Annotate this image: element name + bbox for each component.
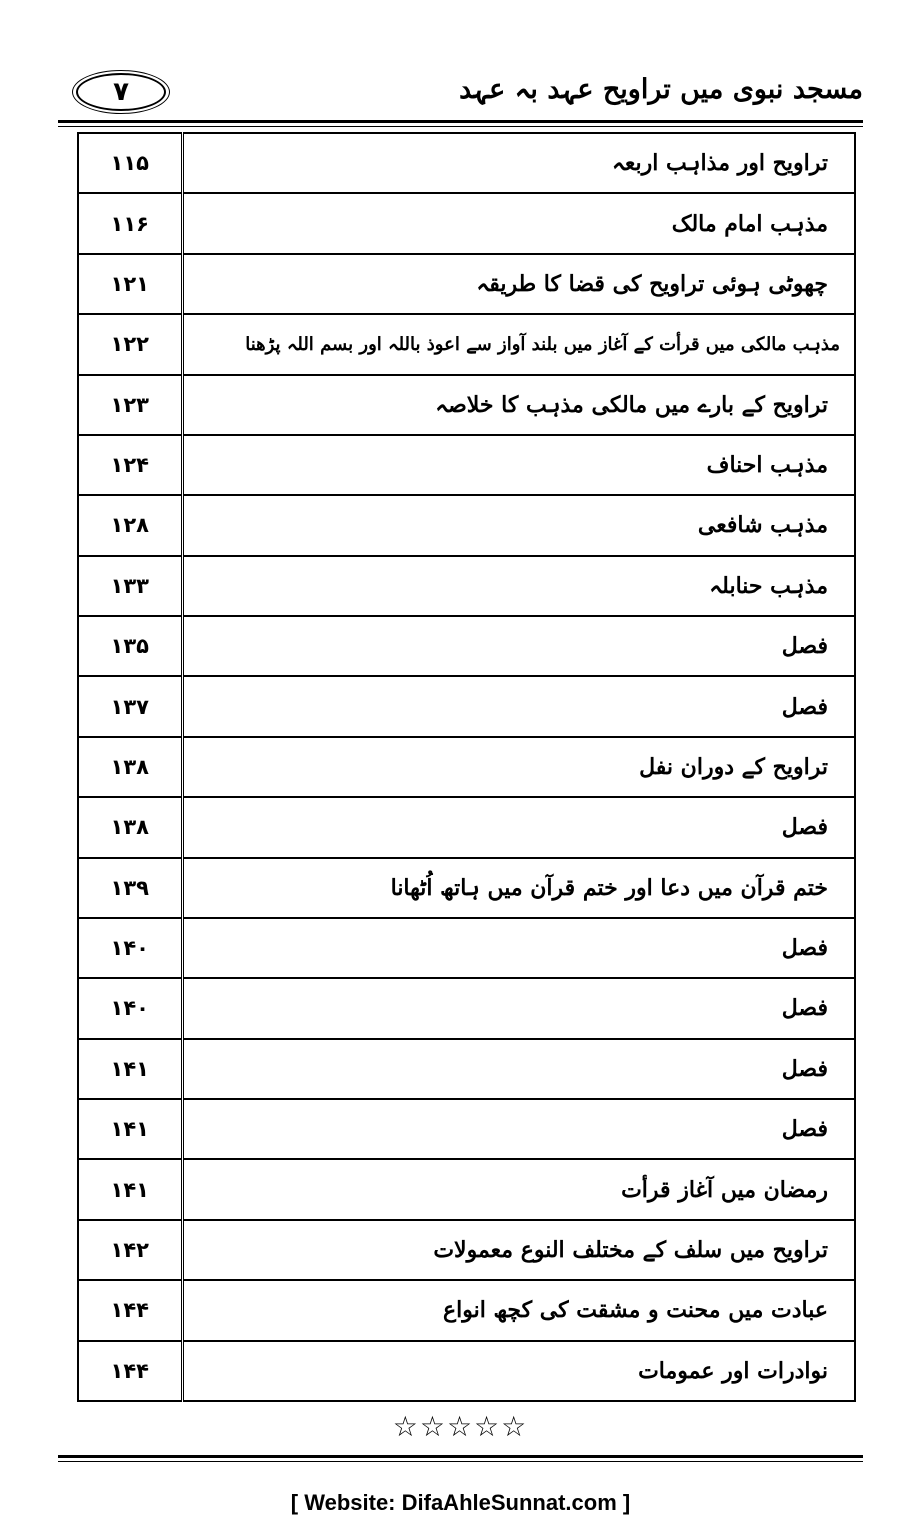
toc-entry-title: فصل [182,918,855,978]
toc-row [78,435,855,495]
footer-rule-thin [58,1461,863,1462]
header-rule [58,120,863,123]
toc-row [78,556,855,616]
toc-page-number: ۱۳۵ [78,616,182,676]
toc-page-number: ۱۳۷ [78,676,182,736]
toc-row [78,1220,855,1280]
toc-page-number: ۱۴۰ [78,918,182,978]
toc-row [78,737,855,797]
toc-row [78,616,855,676]
toc-page-number: ۱۲۲ [78,314,182,374]
toc-page-number: ۱۴۱ [78,1039,182,1099]
toc-row [78,858,855,918]
toc-entry-title: فصل [182,616,855,676]
footer-rule [58,1455,863,1458]
toc-entry-title: فصل [182,797,855,857]
toc-page-number: ۱۳۸ [78,797,182,857]
toc-entry-title: تراویح میں سلف کے مختلف النوع معمولات [182,1220,855,1280]
toc-entry-title: رمضان میں آغاز قرأت [182,1159,855,1219]
toc-entry-title: فصل [182,676,855,736]
toc-entry-title: مذہب امام مالک [182,193,855,253]
toc-row [78,254,855,314]
toc-row [78,375,855,435]
toc-page-number: ۱۴۱ [78,1159,182,1219]
header-rule-thin [58,126,863,127]
page-number-oval [76,73,166,111]
contents-table [77,132,856,1402]
toc-row [78,797,855,857]
toc-page-number: ۱۲۳ [78,375,182,435]
toc-page-number: ۱۴۴ [78,1341,182,1402]
running-title: مسجد نبوی میں تراویح عہد بہ عہد [459,74,863,105]
toc-row [78,495,855,555]
toc-row [78,1039,855,1099]
toc-row [78,193,855,253]
toc-page-number: ۱۱۵ [78,133,182,193]
toc-page-number: ۱۴۰ [78,978,182,1038]
toc-row [78,918,855,978]
toc-entry-title: مذہب احناف [182,435,855,495]
toc-page-number: ۱۱۶ [78,193,182,253]
page-header [0,0,921,130]
ornament-stars: ☆☆☆☆☆ [392,1410,529,1443]
toc-row [78,676,855,736]
toc-entry-title: مذہب مالکی میں قرأت کے آغاز میں بلند آواز سے اعوذ باللہ اور بسم اللہ پڑھنا [182,314,855,374]
page-number: ۷ [113,77,129,107]
website-credit: [ Website: DifaAhleSunnat.com ] [290,1490,631,1515]
toc-entry-title: فصل [182,978,855,1038]
toc-entry-title: نوادرات اور عمومات [182,1341,855,1402]
toc-row [78,1280,855,1340]
toc-entry-title: تراویح اور مذاہب اربعہ [182,133,855,193]
toc-entry-title: تراویح کے دوران نفل [182,737,855,797]
toc-page-number: ۱۳۸ [78,737,182,797]
contents-table-body [78,133,855,1401]
toc-entry-title: مذہب حنابلہ [182,556,855,616]
toc-entry-title: چھوٹی ہوئی تراویح کی قضا کا طریقہ [182,254,855,314]
toc-entry-title: فصل [182,1099,855,1159]
toc-row [78,1159,855,1219]
toc-page-number: ۱۲۱ [78,254,182,314]
toc-row [78,133,855,193]
toc-entry-title: فصل [182,1039,855,1099]
toc-page-number: ۱۴۴ [78,1280,182,1340]
toc-page-number: ۱۴۲ [78,1220,182,1280]
toc-page-number: ۱۳۹ [78,858,182,918]
toc-entry-title: ختم قرآن میں دعا اور ختم قرآن میں ہاتھ اُٹھانا [182,858,855,918]
toc-page-number: ۱۲۴ [78,435,182,495]
toc-row [78,1099,855,1159]
toc-entry-title: تراویح کے بارے میں مالکی مذہب کا خلاصہ [182,375,855,435]
toc-row [78,314,855,374]
toc-entry-title: عبادت میں محنت و مشقت کی کچھ انواع [182,1280,855,1340]
toc-row [78,978,855,1038]
toc-page-number: ۱۴۱ [78,1099,182,1159]
toc-row [78,1341,855,1402]
toc-page-number: ۱۲۸ [78,495,182,555]
toc-entry-title: مذہب شافعی [182,495,855,555]
toc-page-number: ۱۳۳ [78,556,182,616]
